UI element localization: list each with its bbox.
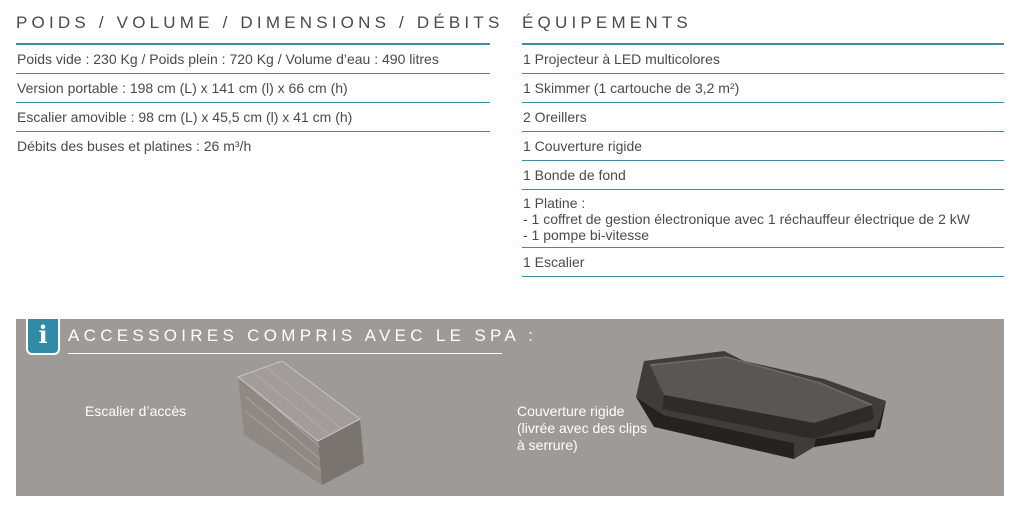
spec-row-weight: Poids vide : 230 Kg / Poids plein : 720 Kg / Volume d’eau : 490 litres: [16, 45, 490, 74]
rigid-cover-image: [624, 343, 894, 463]
info-icon: i: [26, 319, 60, 355]
equipment-row-stair: 1 Escalier: [522, 248, 1004, 277]
equipment-row-platine: [522, 190, 1004, 248]
equipment-section: [522, 10, 1004, 277]
accessory-label-stair: Escalier d’accès: [85, 403, 187, 419]
equipment-row-drain: 1 Bonde de fond: [522, 161, 1004, 190]
step-image: [226, 355, 376, 487]
accessories-panel: [16, 319, 1004, 496]
spec-row-flow: Débits des buses et platines : 26 m³/h: [17, 138, 252, 154]
equipment-row-led: 1 Projecteur à LED multicolores: [522, 45, 1004, 74]
accessory-label-cover: Couverture rigide (livrée avec des clips à serrure): [517, 403, 647, 453]
spec-row-portable-size: Version portable : 198 cm (L) x 141 cm (l) x 66 cm (h): [16, 74, 490, 103]
dimensions-heading: POIDS / VOLUME / DIMENSIONS / DÉBITS: [16, 13, 504, 32]
platine-line-pump: - 1 pompe bi-vitesse: [523, 227, 650, 243]
platine-line-controller: - 1 coffret de gestion électronique avec 1 réchauffeur électrique de 2 kW: [523, 211, 970, 227]
spec-row-stair-size: Escalier amovible : 98 cm (L) x 45,5 cm (l) x 41 cm (h): [16, 103, 490, 132]
equipment-row-skimmer: 1 Skimmer (1 cartouche de 3,2 m²): [522, 74, 1004, 103]
equipment-row-pillows: 2 Oreillers: [522, 103, 1004, 132]
accessories-title: ACCESSOIRES COMPRIS AVEC LE SPA :: [68, 326, 538, 345]
dimensions-section: [16, 10, 504, 160]
equipment-row-cover: 1 Couverture rigide: [522, 132, 1004, 161]
platine-title: 1 Platine :: [523, 195, 586, 211]
equipment-heading: ÉQUIPEMENTS: [522, 13, 692, 32]
accessories-divider: [68, 353, 502, 354]
